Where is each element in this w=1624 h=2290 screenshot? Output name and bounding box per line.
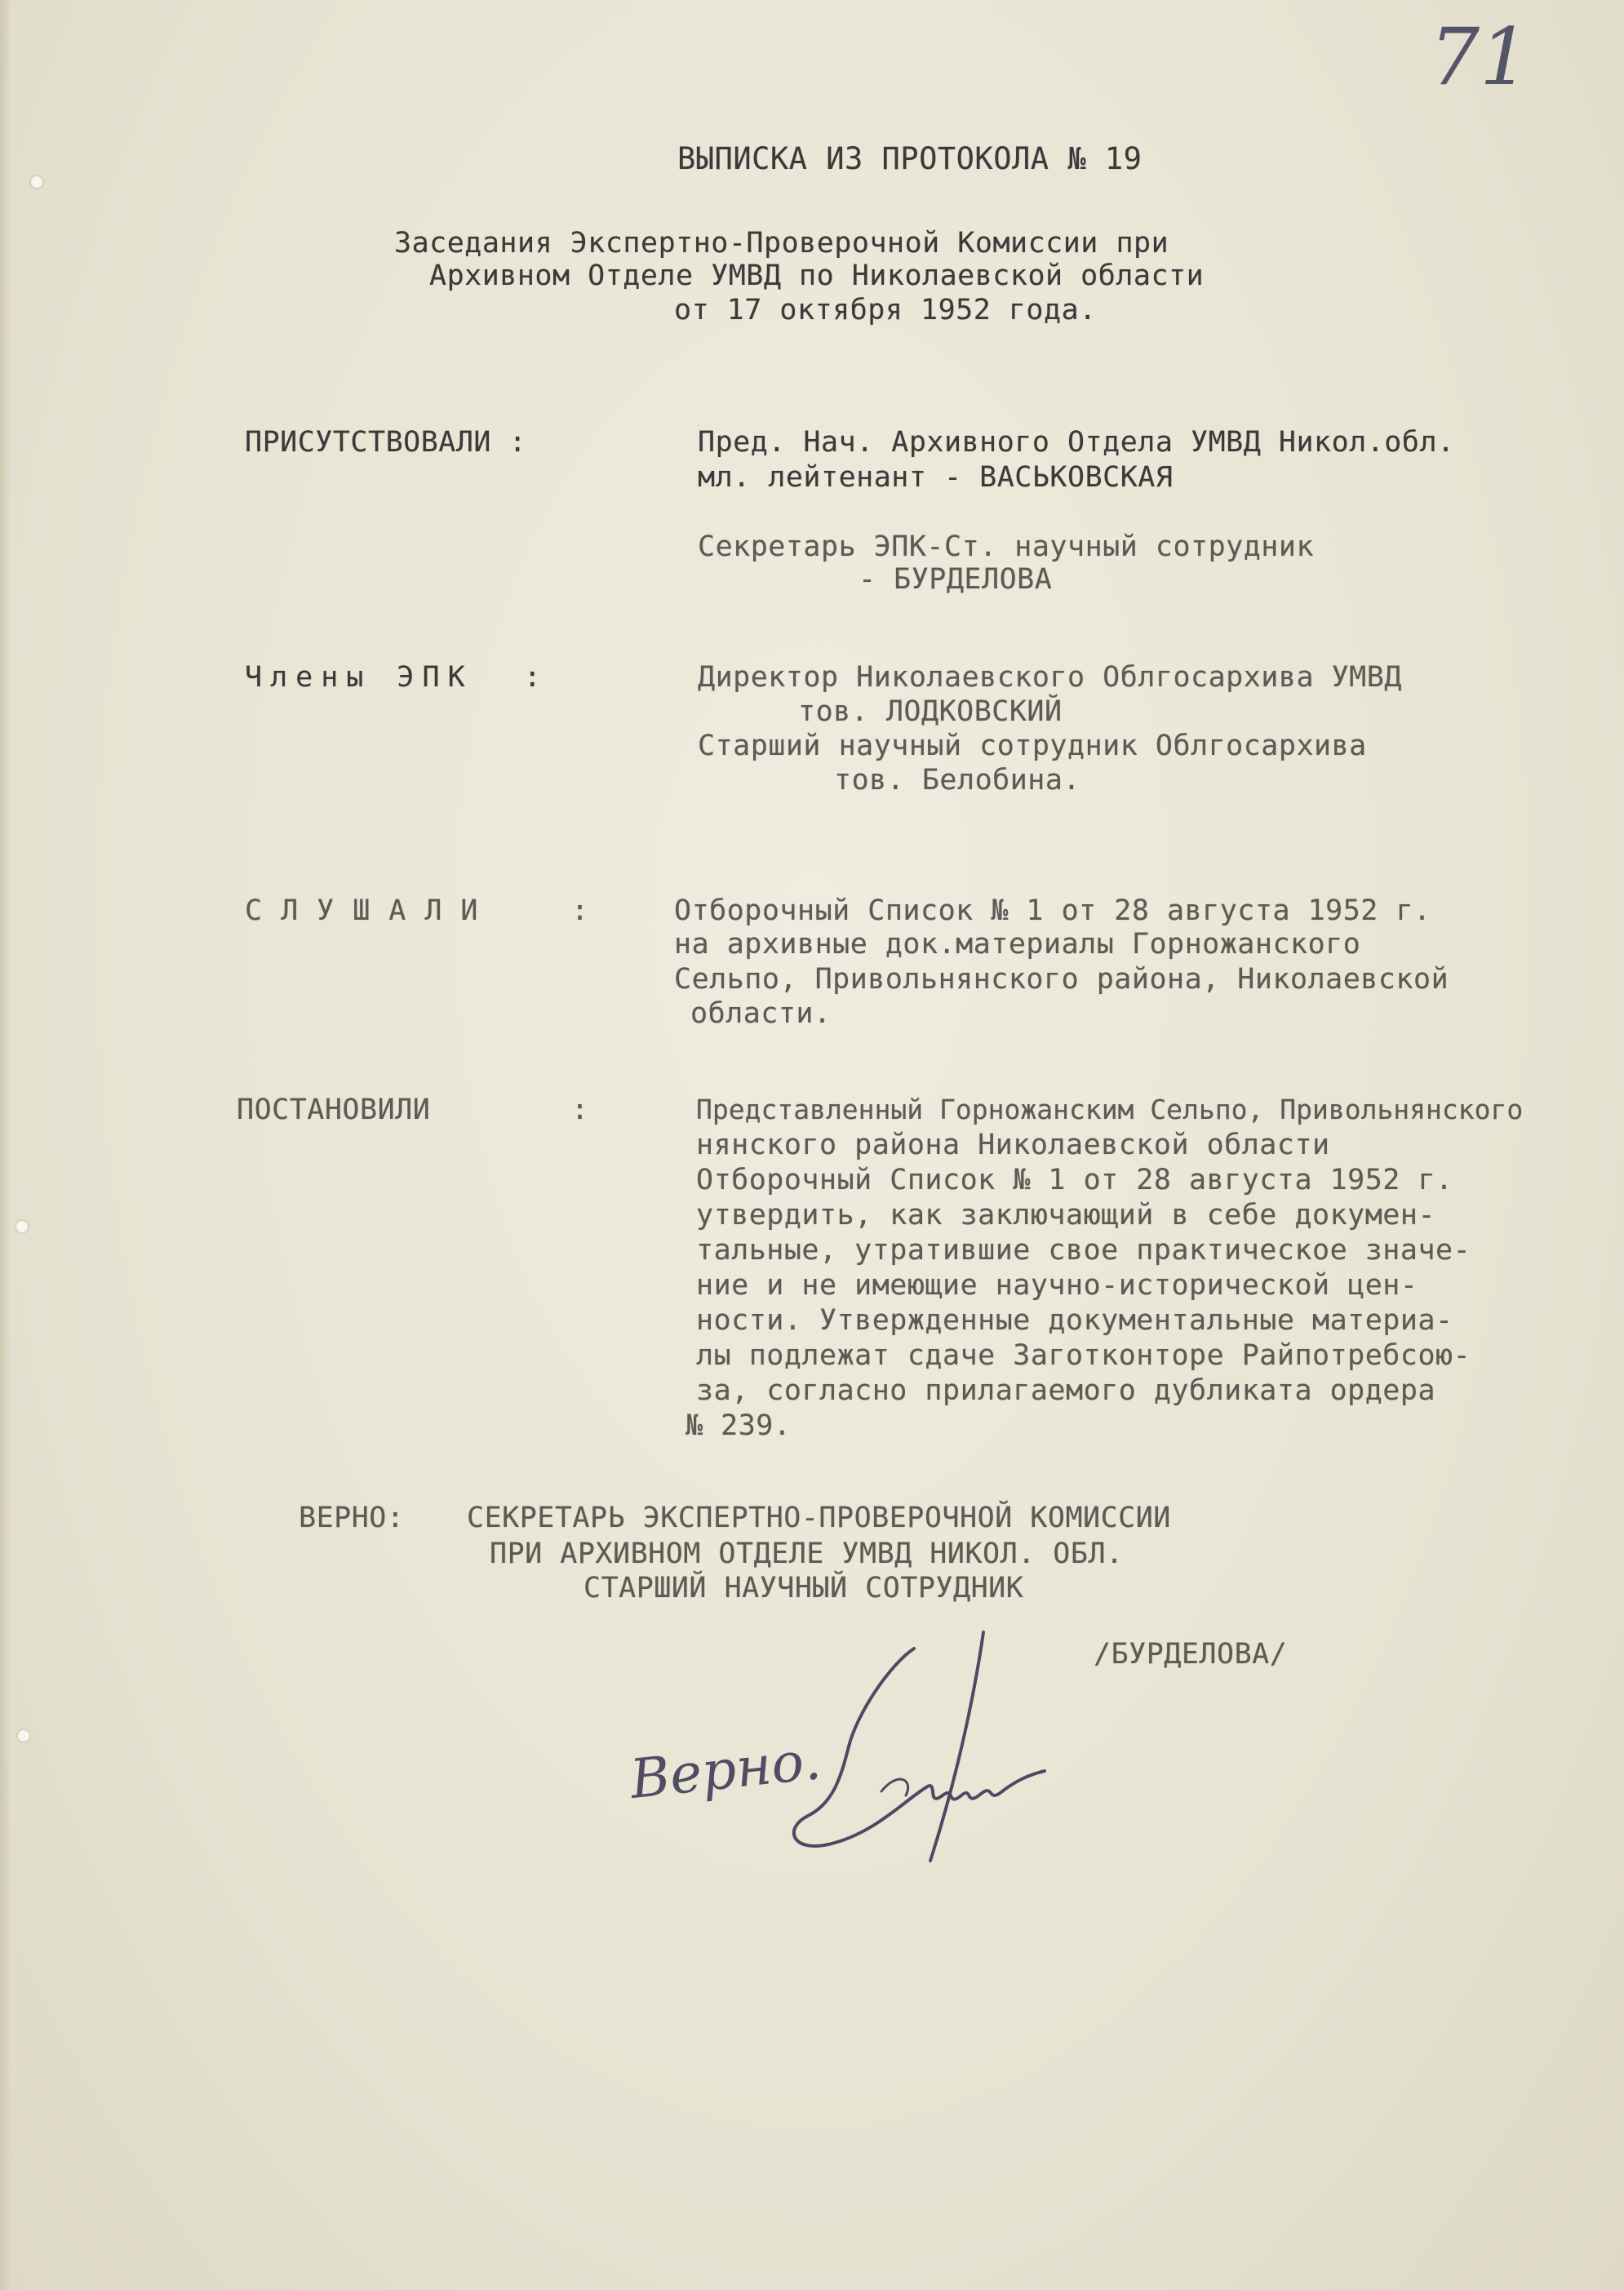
members-line-3: Старший научный сотрудник Облгосархива: [698, 730, 1367, 762]
resolved-line-1: Представленный Горножанским Сельпо, Привольнянского: [696, 1094, 1524, 1125]
resolved-line-10: № 239.: [686, 1409, 792, 1442]
present-line-3: Секретарь ЭПК-Ст. научный сотрудник: [698, 530, 1315, 563]
handwritten-note: Верно.: [627, 1728, 824, 1812]
members-line-4: тов. Белобина.: [834, 764, 1081, 797]
resolved-label: ПОСТАНОВИЛИ: [237, 1094, 431, 1126]
heard-line-2: на архивные док.материалы Горножанского: [674, 928, 1361, 961]
document-title: ВЫПИСКА ИЗ ПРОТОКОЛА № 19: [677, 141, 1143, 176]
resolved-line-2: нянского района Николаевской области: [696, 1129, 1330, 1161]
punch-hole: [18, 1730, 29, 1742]
members-label: Члены ЭПК :: [245, 661, 549, 694]
resolved-colon: :: [571, 1094, 589, 1126]
certification-line-2: ПРИ АРХИВНОМ ОТДЕЛЕ УМВД НИКОЛ. ОБЛ.: [490, 1538, 1124, 1570]
punch-hole: [31, 176, 42, 188]
page-number: 71: [1430, 11, 1530, 103]
resolved-line-4: утвердить, как заключающий в себе докумен-: [696, 1199, 1436, 1232]
resolved-line-5: тальные, утратившие свое практическое значе-: [696, 1234, 1471, 1267]
resolved-line-9: за, согласно прилагаемого дубликата ордера: [696, 1374, 1436, 1407]
certification-line-3: СТАРШИЙ НАУЧНЫЙ СОТРУДНИК: [583, 1572, 1024, 1604]
present-line-1: Пред. Нач. Архивного Отдела УМВД Никол.обл.: [698, 426, 1455, 459]
subtitle-line-1: Заседания Экспертно-Проверочной Комиссии при: [394, 227, 1169, 260]
heard-line-1: Отборочный Список № 1 от 28 августа 1952 г.: [674, 894, 1431, 927]
certification-label: ВЕРНО:: [299, 1502, 405, 1534]
certification-line-1: СЕКРЕТАРЬ ЭКСПЕРТНО-ПРОВЕРОЧНОЙ КОМИССИИ: [467, 1502, 1171, 1534]
heard-line-4: области.: [690, 997, 832, 1030]
resolved-line-7: ности. Утвержденные документальные материа-: [696, 1304, 1453, 1337]
present-line-4: - БУРДЕЛОВА: [859, 563, 1053, 596]
present-line-2: мл. лейтенант - ВАСЬКОВСКАЯ: [698, 461, 1174, 494]
subtitle-line-2: Архивном Отделе УМВД по Николаевской области: [429, 260, 1205, 292]
signatory-name: /БУРДЕЛОВА/: [1094, 1638, 1288, 1671]
resolved-line-3: Отборочный Список № 1 от 28 августа 1952 г.: [696, 1164, 1453, 1196]
resolved-line-8: лы подлежат сдаче Заготконторе Райпотребсою-: [696, 1339, 1471, 1372]
signature-image: [783, 1624, 1077, 1885]
members-line-2: тов. ЛОДКОВСКИЙ: [798, 695, 1063, 728]
members-line-1: Директор Николаевского Облгосархива УМВД: [698, 661, 1402, 694]
page-edge: [0, 0, 11, 2290]
punch-hole: [16, 1221, 28, 1232]
present-label: ПРИСУТСТВОВАЛИ :: [245, 426, 527, 459]
resolved-line-6: ние и не имеющие научно-исторической цен-: [696, 1269, 1418, 1302]
heard-line-3: Сельпо, Привольнянского района, Николаевской: [674, 963, 1449, 996]
heard-colon: :: [571, 894, 589, 927]
heard-label: СЛУШАЛИ: [245, 894, 497, 927]
subtitle-line-3: от 17 октября 1952 года.: [674, 294, 1097, 326]
